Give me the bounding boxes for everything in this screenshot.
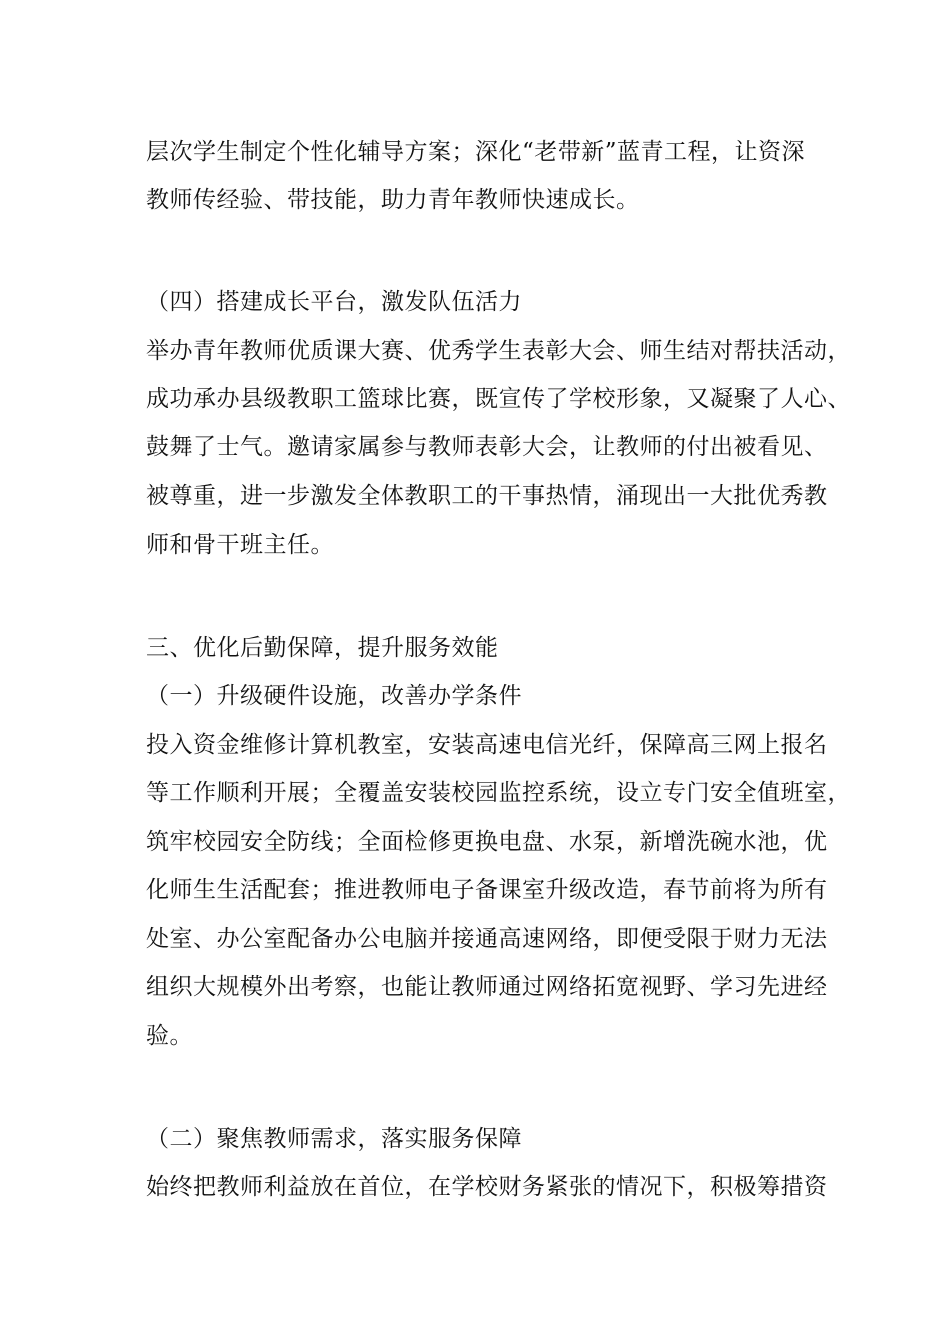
text-line: 被尊重，进一步激发全体教职工的干事热情，涌现出一大批优秀教: [146, 483, 828, 509]
text-line: 化师生生活配套；推进教师电子备课室升级改造，春节前将为所有: [146, 877, 828, 903]
section-heading-2: （二）聚焦教师需求，落实服务保障: [146, 1126, 522, 1152]
text-line: 处室、办公室配备办公电脑并接通高速网络，即便受限于财力无法: [146, 926, 828, 952]
text-line: 成功承办县级教职工篮球比赛，既宣传了学校形象，又凝聚了人心、: [146, 386, 851, 412]
text-line: 投入资金维修计算机教室，安装高速电信光纤，保障高三网上报名: [146, 732, 828, 758]
text-line: 筑牢校园安全防线；全面检修更换电盘、水泵，新增洗碗水池，优: [146, 829, 828, 855]
section-heading-1: （一）升级硬件设施，改善办学条件: [146, 683, 522, 709]
text-line: 举办青年教师优质课大赛、优秀学生表彰大会、师生结对帮扶活动，: [146, 338, 851, 364]
part-heading-3: 三、优化后勤保障，提升服务效能: [146, 635, 499, 661]
text-line: 教师传经验、带技能，助力青年教师快速成长。: [146, 187, 640, 213]
section-heading-4: （四）搭建成长平台，激发队伍活力: [146, 289, 522, 315]
text-line: 层次学生制定个性化辅导方案；深化“老带新”蓝青工程，让资深: [146, 139, 806, 165]
text-line: 等工作顺利开展；全覆盖安装校园监控系统，设立专门安全值班室，: [146, 780, 851, 806]
text-line: 鼓舞了士气。邀请家属参与教师表彰大会，让教师的付出被看见、: [146, 434, 828, 460]
text-line: 组织大规模外出考察，也能让教师通过网络拓宽视野、学习先进经: [146, 974, 828, 1000]
text-line: 师和骨干班主任。: [146, 532, 334, 558]
text-line: 始终把教师利益放在首位，在学校财务紧张的情况下，积极筹措资: [146, 1174, 828, 1200]
text-line: 验。: [146, 1023, 193, 1049]
